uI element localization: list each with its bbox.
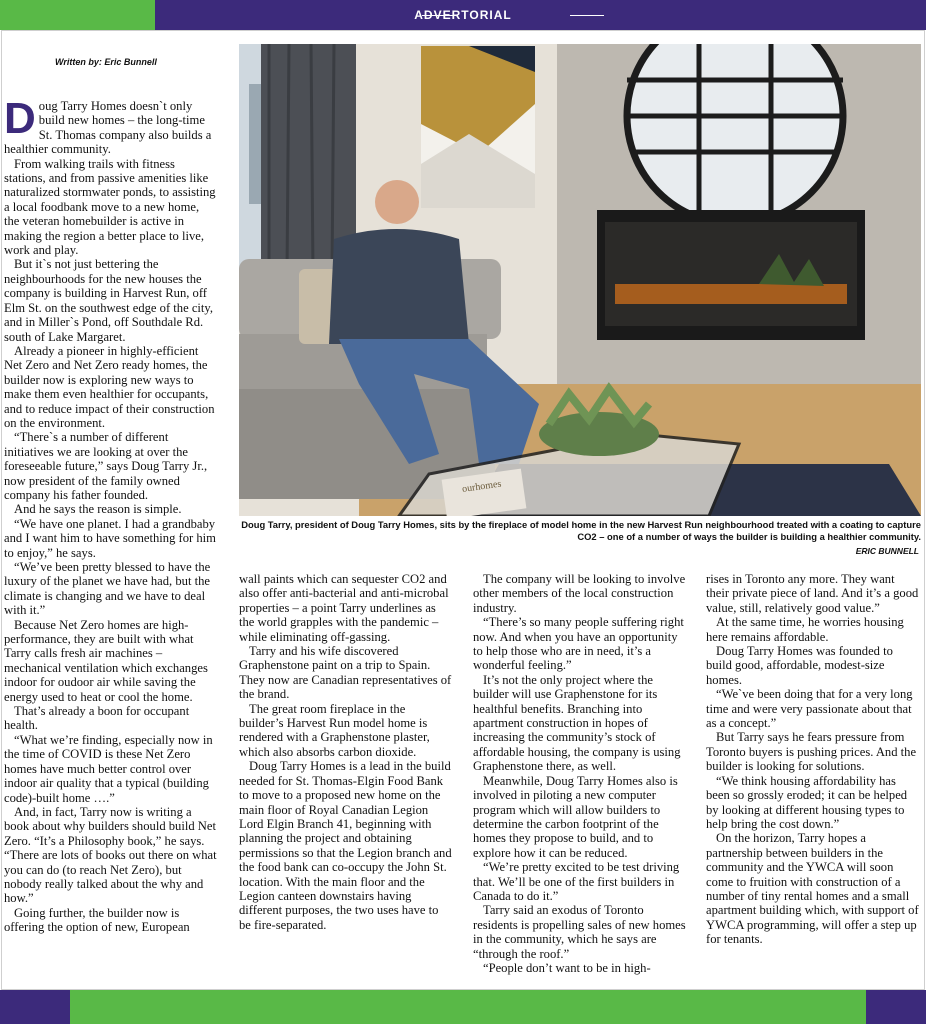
magazine-text: ourhomes xyxy=(461,478,502,495)
paragraph: And he says the reason is simple. xyxy=(14,502,182,517)
paragraph: “There`s a number of different initiatives we are looking at over the foreseeable future,” says Doug Tarry Jr., now president of the family owned company his father founded. xyxy=(4,430,208,502)
article-photo xyxy=(239,44,921,516)
paragraph: Doug Tarry Homes was founded to build good, affordable, modest-size homes. xyxy=(706,644,893,687)
photo-caption: Doug Tarry, president of Doug Tarry Homes, sits by the fireplace of model home in the new Harvest Run neighbourhood treated with a coating to capture CO2 – one of a number of ways the builder is building a healthier community. xyxy=(241,519,921,542)
paragraph: wall paints which can sequester CO2 and also offer anti-bacterial and anti-microbal properties – a point Tarry underlines as the world grapples with the pandemic – while eliminating off-gassing. xyxy=(239,572,449,644)
drop-cap: D xyxy=(4,94,36,143)
paragraph: That’s already a boon for occupant health. xyxy=(4,704,190,733)
paragraph: But it`s not just bettering the neighbourhoods for the new houses the company is building in Harvest Run, off Elm St. on the southwest edge of the city, and in Miller`s Pond, off Southdale Rd. south of Lake Margaret. xyxy=(4,257,214,344)
paragraph: Already a pioneer in highly-efficient Net Zero and Net Zero ready homes, the builder now is exploring new ways to make them even healthier for occupants, and to reduce impact of their construction on the environment. xyxy=(4,343,215,430)
photo-credit: ERIC BUNNELL xyxy=(855,546,919,556)
paragraph: Doug Tarry Homes is a lead in the build needed for St. Thomas-Elgin Food Bank to move to a proposed new home on the main floor of Royal Canadian Legion Lord Elgin Branch 41, beginning with planning the project and obtaining permissions so that the Legion branch and the food bank can co-occupy the John St. location. With the main floor and the Legion canteen downstairs having different purposes, the two uses have to be fire-separated. xyxy=(239,759,452,932)
paragraph: It’s not the only project where the builder will use Graphenstone for its healthful benefits. Branching into apartment construction in hopes of increasing the community’s stock of affordable housing, the company is using Graphenstone there, as well. xyxy=(473,672,681,774)
paragraph: rises in Toronto any more. They want their private piece of land. And it’s a good value, still, relatively good value.” xyxy=(706,572,919,615)
paragraph: Tarry said an exodus of Toronto residents is propelling sales of new homes in the community, which he says are “through the roof.” xyxy=(473,903,686,961)
footer-purple-accent-left xyxy=(0,990,70,1024)
paragraph: “What we’re finding, especially now in the time of COVID is these Net Zero homes have much better control over indoor air quality that a typical (building code)-built home ….” xyxy=(4,732,213,805)
footer-band xyxy=(0,990,926,1024)
section-title: ADVERTORIAL xyxy=(414,8,512,22)
paragraph: From walking trails with fitness stations, and from passive amenities like naturalized stormwater ponds, to assisting a local foodbank move to a new home, the veteran homebuilder is active in making the region a better place to live, work and play. xyxy=(4,156,216,258)
footer-purple-accent-right xyxy=(866,990,926,1024)
paragraph: At the same time, he worries housing here remains affordable. xyxy=(706,615,904,644)
paragraph: Because Net Zero homes are high-performance, they are built with what Tarry calls fresh air machines – mechanical ventilation which exchanges indoor for oudoor air while saving the energy used to heat or cool the home. xyxy=(4,617,208,704)
living-room-illustration xyxy=(239,44,921,516)
paragraph: Going further, the builder now is offering the option of new, European xyxy=(4,905,190,935)
paragraph: “There’s so many people suffering right now. And when you have an opportunity to help those who are in need, it’s a wonderful feeling.” xyxy=(473,615,684,673)
paragraph: But Tarry says he fears pressure from Toronto buyers is pushing prices. And the builder is looking for solutions. xyxy=(706,730,917,774)
article-column-2 xyxy=(239,572,452,932)
paragraph: The company will be looking to involve other members of the local construction industry. xyxy=(473,572,686,615)
article-column-1 xyxy=(4,94,217,935)
article-column-4 xyxy=(706,572,919,947)
paragraph: “We’ve been pretty blessed to have the luxury of the planet we have had, but the climate is changing and we have to deal with it.” xyxy=(4,560,211,618)
byline: Written by: Eric Bunnell xyxy=(55,57,157,67)
paragraph: “We`ve been doing that for a very long time and were very passionate about that as a concept.” xyxy=(706,687,913,731)
paragraph: On the horizon, Tarry hopes a partnership between builders in the community and the YWCA will soon come to fruition with construction of a number of tiny rental homes and a small apartment building which, with support of YWCA programming, will offer a step up for tenants. xyxy=(706,831,919,947)
paragraph: The great room fireplace in the builder’s Harvest Run model home is rendered with a Graphenstone plaster, which also absorbs carbon dioxide. xyxy=(239,701,430,759)
paragraph: Tarry and his wife discovered Graphenstone paint on a trip to Spain. They now are Canadian representatives of the brand. xyxy=(239,644,452,702)
paragraph: Meanwhile, Doug Tarry Homes also is involved in piloting a new computer program which will allow builders to determine the carbon footprint of the homes they propose to build, and to explore how it can be reduced. xyxy=(473,773,678,860)
article-column-3 xyxy=(473,572,686,975)
paragraph: And, in fact, Tarry now is writing a book about why builders should build Net Zero. “It’s a Philosophy book,” he says. “There are lots of books out there on what you can do (to reach Net Zero), but nobody really talked about the why and how.” xyxy=(4,804,217,906)
lead-paragraph: Doug Tarry Homes doesn`t only build new homes – the long-time St. Thomas company also builds a healthier community. xyxy=(4,94,212,157)
paragraph: “People don’t want to be in high- xyxy=(483,960,651,975)
paragraph: “We think housing affordability has been so grossly eroded; it can be helped by looking at different housing types to help bring the cost down.” xyxy=(706,773,908,831)
paragraph: “We have one planet. I had a grandbaby and I want him to have something for him to enjoy,” he says. xyxy=(4,516,216,560)
paragraph: “We’re pretty excited to be test driving that. We’ll be one of the first builders in Canada to do it.” xyxy=(473,860,680,903)
